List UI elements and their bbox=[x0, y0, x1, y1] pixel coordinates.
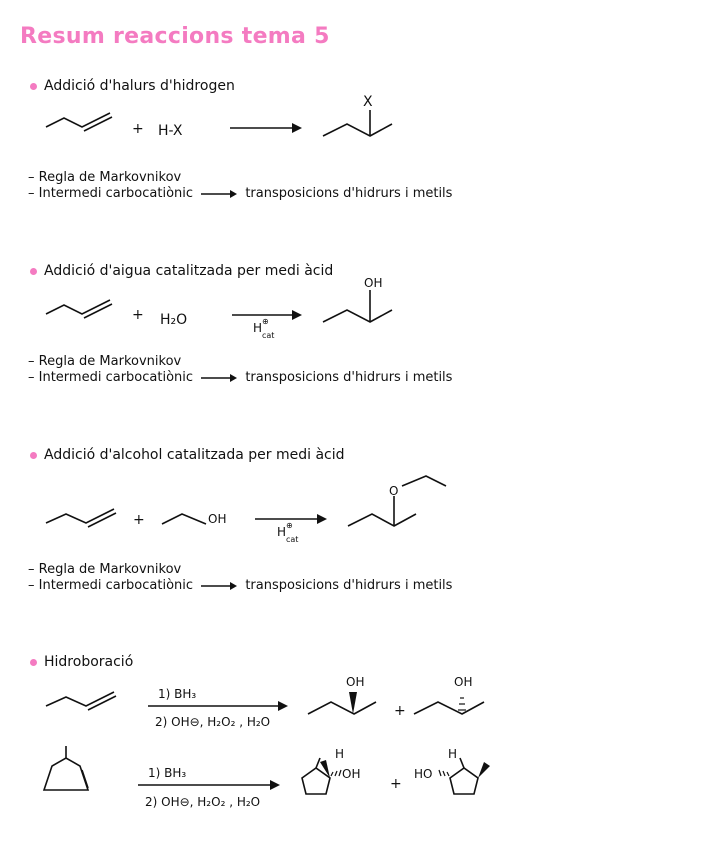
arrow-head-icon bbox=[270, 780, 280, 790]
product-o-label: O bbox=[389, 484, 399, 498]
section-heading-4 bbox=[30, 654, 133, 670]
arrow-icon bbox=[201, 581, 237, 591]
bullet-icon bbox=[30, 83, 37, 90]
section-title: Addició d'aigua catalitzada per medi àcid bbox=[44, 263, 334, 279]
bullet-icon bbox=[30, 452, 37, 459]
step2-label-2: 2) OH⊖, H₂O₂ , H₂O bbox=[145, 795, 261, 809]
plus-sign: + bbox=[390, 776, 402, 792]
rule-text: Regla de Markovnikov bbox=[38, 170, 182, 185]
h-label-2: H bbox=[448, 747, 458, 761]
butene-molecule bbox=[46, 113, 110, 127]
ho-label: HO bbox=[414, 767, 433, 781]
transposition-text: transposicions d'hidrurs i metils bbox=[245, 186, 453, 201]
notes-3: – Regla de Markovnikov – Intermedi carbocatiònic transposicions d'hidrurs i metils bbox=[28, 562, 453, 593]
oh-label-2: OH bbox=[454, 675, 473, 689]
notes-2: – Regla de Markovnikov – Intermedi carbocatiònic transposicions d'hidrurs i metils bbox=[28, 354, 453, 385]
product-oh-label: OH bbox=[364, 276, 383, 290]
rule-text: Regla de Markovnikov bbox=[38, 562, 182, 577]
step2-label: 2) OH⊖, H₂O₂ , H₂O bbox=[155, 715, 271, 729]
reagent-hx: H-X bbox=[158, 123, 183, 139]
transposition-text: transposicions d'hidrurs i metils bbox=[245, 370, 453, 385]
oh-label-1: OH bbox=[346, 675, 365, 689]
arrow-icon bbox=[201, 189, 237, 199]
step1-label-2: 1) BH₃ bbox=[148, 766, 187, 780]
step1-label: 1) BH₃ bbox=[158, 687, 197, 701]
reaction-scheme-1 bbox=[0, 90, 715, 150]
section-title: Addició d'alcohol catalitzada per medi àcid bbox=[44, 447, 345, 463]
reaction-scheme-3 bbox=[0, 466, 715, 556]
arrow-head-icon bbox=[317, 514, 327, 524]
rule-text: Regla de Markovnikov bbox=[38, 354, 182, 369]
catalyst-h: H bbox=[253, 321, 263, 335]
reaction-scheme-4 bbox=[0, 670, 715, 820]
intermediate-text: Intermedi carbocatiònic bbox=[38, 370, 194, 385]
arrow-icon bbox=[201, 373, 237, 383]
reagent-oh-label: OH bbox=[208, 512, 227, 526]
section-title: Hidroboració bbox=[44, 654, 134, 670]
section-title: Addició d'halurs d'hidrogen bbox=[44, 78, 235, 94]
oh-label-3: OH bbox=[342, 767, 361, 781]
catalyst-plus: ⊕ bbox=[262, 317, 269, 326]
h-label-1: H bbox=[335, 747, 345, 761]
catalyst-h: H bbox=[277, 525, 287, 539]
arrow-head-icon bbox=[292, 310, 302, 320]
reaction-scheme-2 bbox=[0, 272, 715, 342]
intermediate-text: Intermedi carbocatiònic bbox=[38, 578, 194, 593]
intermediate-text: Intermedi carbocatiònic bbox=[38, 186, 194, 201]
arrow-head-icon bbox=[278, 701, 288, 711]
wedge-bond-icon bbox=[478, 762, 490, 778]
product-x-label: X bbox=[363, 94, 373, 110]
plus-sign: + bbox=[133, 512, 145, 528]
transposition-text: transposicions d'hidrurs i metils bbox=[245, 578, 453, 593]
notes-1: – Regla de Markovnikov – Intermedi carbocatiònic transposicions d'hidrurs i metils bbox=[28, 170, 453, 201]
plus-sign: + bbox=[132, 121, 144, 137]
section-heading-3 bbox=[30, 447, 345, 463]
bullet-icon bbox=[30, 659, 37, 666]
reagent-water: H₂O bbox=[160, 312, 188, 328]
arrow-head-icon bbox=[292, 123, 302, 133]
page-title: Resum reaccions tema 5 bbox=[20, 24, 330, 49]
catalyst-sub: cat bbox=[262, 331, 275, 340]
plus-sign: + bbox=[394, 703, 406, 719]
plus-sign: + bbox=[132, 307, 144, 323]
catalyst-plus: ⊕ bbox=[286, 521, 293, 530]
wedge-bond-icon bbox=[349, 692, 357, 714]
catalyst-sub: cat bbox=[286, 535, 299, 544]
